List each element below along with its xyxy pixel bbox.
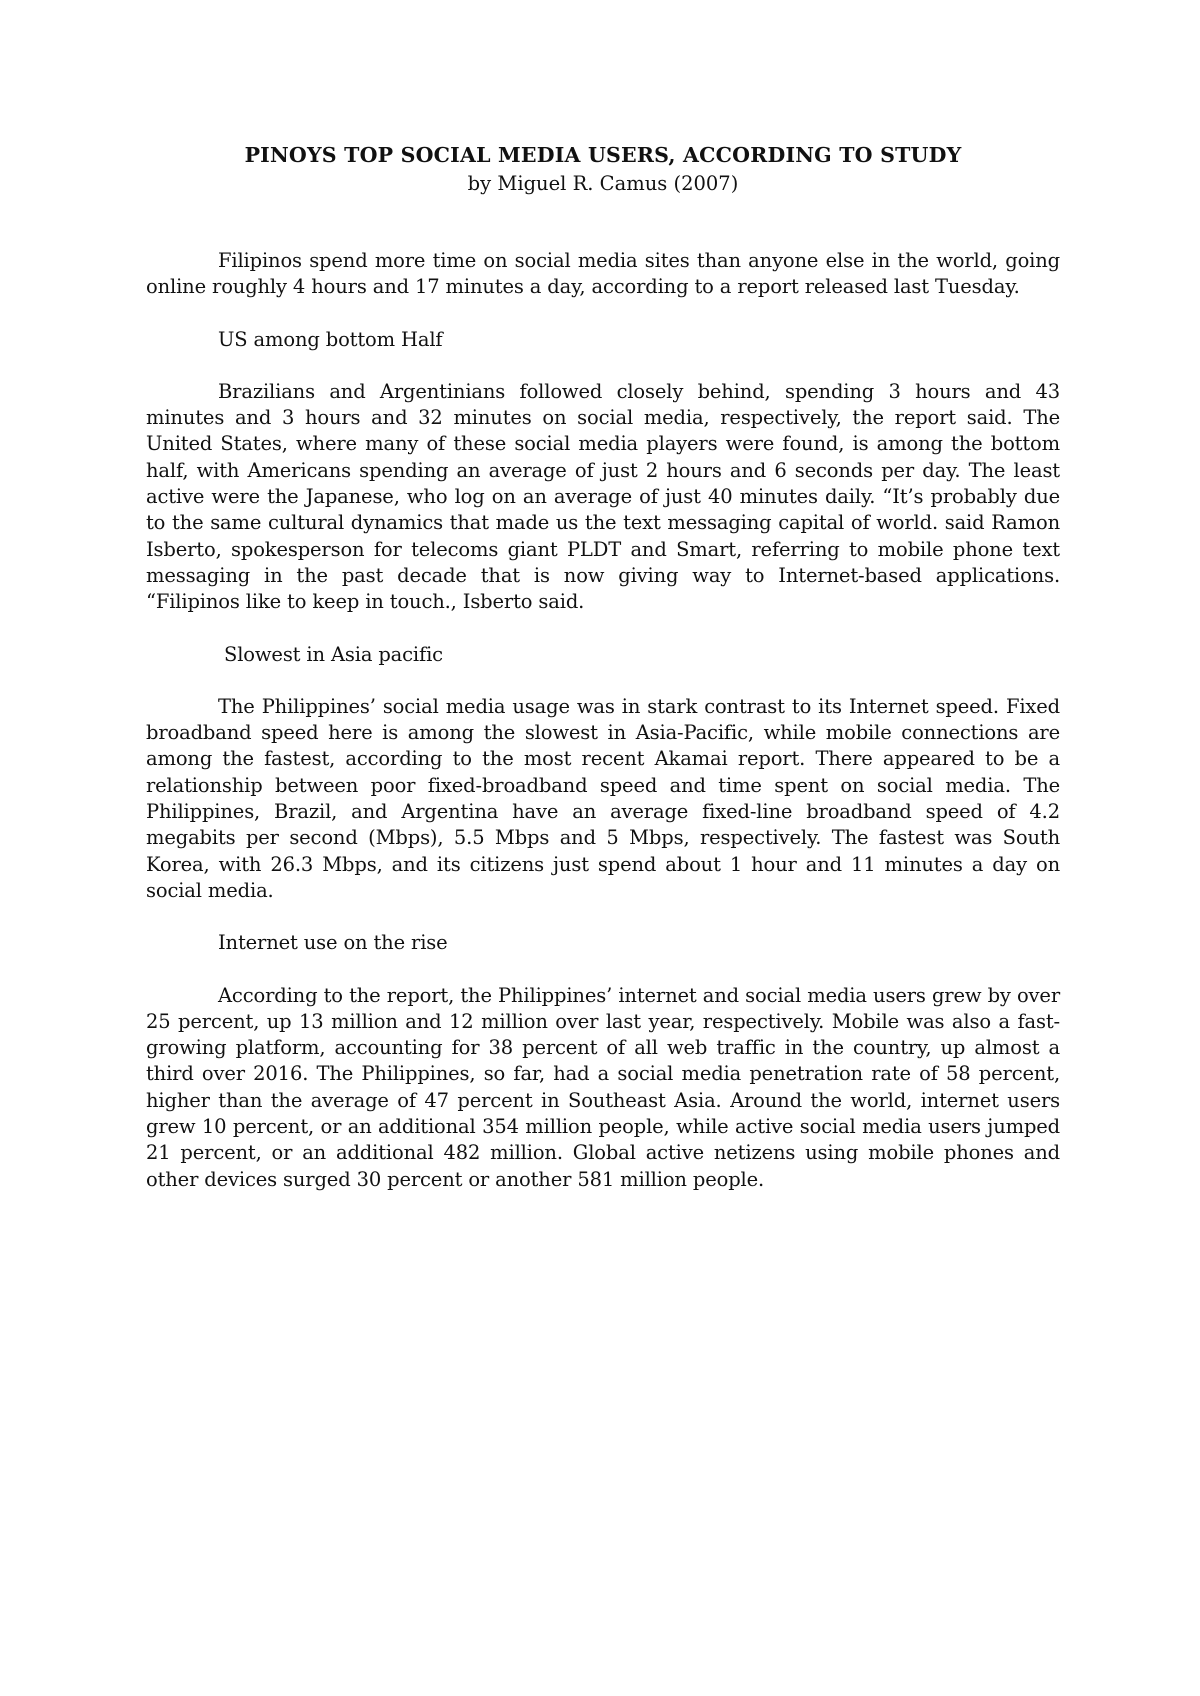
section-body-internet-use-rise: According to the report, the Philippines’ internet and social media users grew by over 25 percent, up 13 million and 12 million over last year, respectively. Mobile was also a fast-growing platform, accounting for 38 percent of all web traffic in the country, up almost a third over 2016. The Philippines, so far, had a social media penetration rate of 58 percent, higher than the average of 47 percent in Southeast Asia. Around the world, internet users grew 10 percent, or an additional 354 million people, while active social media users jumped 21 percent, or an additional 482 million. Global active netizens using mobile phones and other devices surged 30 percent or another 581 million people. (146, 983, 1060, 1191)
article-byline: by Miguel R. Camus (2007) (467, 172, 739, 195)
section-heading-slowest-asia-pacific: Slowest in Asia pacific (224, 642, 443, 666)
section-body-us-bottom-half: Brazilians and Argentinians followed closely behind, spending 3 hours and 43 minutes and 3 hours and 32 minutes on social media, respectively, the report said. The United States, where many of these social media players were found, is among the bottom half, with Americans spending an average of just 2 hours and 6 seconds per day. The least active were the Japanese, who log on an average of just 40 minutes daily. “It’s probably due to the same cultural dynamics that made us the text messaging capital of world. said Ramon Isberto, spokesperson for telecoms giant PLDT and Smart, referring to mobile phone text messaging in the past decade that is now giving way to Internet-based applications. “Filipinos like to keep in touch., Isberto said. (146, 379, 1060, 614)
section-heading-us-bottom-half: US among bottom Half (218, 327, 443, 351)
section-body-slowest-asia-pacific: The Philippines’ social media usage was in stark contrast to its Internet speed. Fixed broadband speed here is among the slowest in Asia-Pacific, while mobile connections are among the fastest, according to the most recent Akamai report. There appeared to be a relationship between poor fixed-broadband speed and time spent on social media. The Philippines, Brazil, and Argentina have an average fixed-line broadband speed of 4.2 megabits per second (Mbps), 5.5 Mbps and 5 Mbps, respectively. The fastest was South Korea, with 26.3 Mbps, and its citizens just spend about 1 hour and 11 minutes a day on social media. (146, 694, 1060, 902)
intro-paragraph: Filipinos spend more time on social media sites than anyone else in the world, going online roughly 4 hours and 17 minutes a day, according to a report released last Tuesday. (146, 249, 1060, 299)
article-title: PINOYS TOP SOCIAL MEDIA USERS, ACCORDING TO STUDY (244, 143, 962, 167)
document-page (146, 140, 1060, 1219)
section-heading-internet-use-rise: Internet use on the rise (218, 931, 448, 955)
